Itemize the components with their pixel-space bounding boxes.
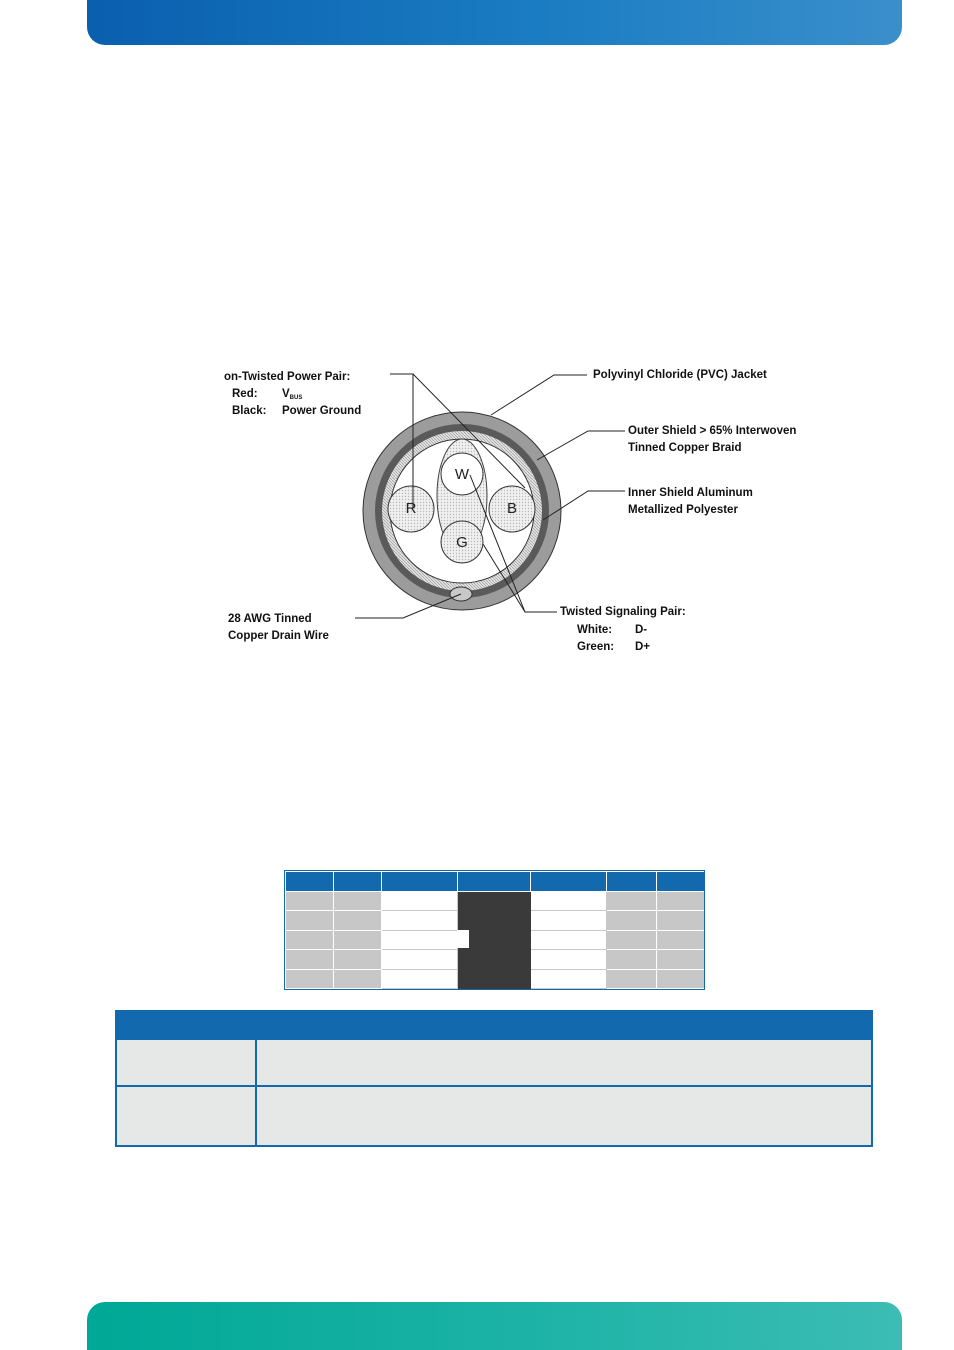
grid-header-cell [531, 872, 607, 892]
info-table-cell [256, 1086, 872, 1146]
conductor-b-letter: B [506, 500, 517, 517]
color-grid-row [286, 969, 705, 988]
grid-cell [334, 950, 382, 969]
white-label: White: [577, 624, 613, 636]
grid-cell [657, 950, 705, 969]
color-grid-header-row [286, 872, 705, 892]
info-table-cell [116, 1086, 256, 1146]
grid-cell [286, 969, 334, 988]
inner-shield-label-line2: Metallized Polyester [628, 504, 738, 516]
grid-header-cell [657, 872, 705, 892]
grid-cell [607, 950, 657, 969]
grid-cell [334, 969, 382, 988]
green-value: D+ [635, 641, 651, 653]
conductor-r-letter: R [405, 500, 417, 517]
grid-cell [334, 930, 382, 949]
grid-header-cell [334, 872, 382, 892]
conductor-g-letter: G [456, 534, 468, 551]
info-table-header-cell [116, 1011, 256, 1039]
header-bar [87, 0, 902, 45]
grid-cell [286, 950, 334, 969]
white-value: D- [635, 624, 648, 636]
grid-cell [334, 892, 382, 911]
grid-cell [286, 930, 334, 949]
grid-cell-dark [458, 892, 531, 911]
grid-cell [531, 892, 607, 911]
grid-cell [531, 969, 607, 988]
drain-wire-label-line2: Copper Drain Wire [228, 630, 329, 642]
info-table-cell [116, 1039, 256, 1086]
grid-cell [657, 892, 705, 911]
grid-cell-dark [458, 969, 531, 988]
drain-wire-label-line1: 28 AWG Tinned [228, 613, 312, 625]
grid-cell [382, 911, 458, 930]
grid-cell [382, 892, 458, 911]
usb-cable-cross-section-diagram [215, 360, 835, 660]
grid-cell-dark [458, 950, 531, 969]
info-table-cell [256, 1039, 872, 1086]
grid-cell [531, 950, 607, 969]
grid-cell [382, 969, 458, 988]
grid-cell [382, 950, 458, 969]
green-label: Green: [577, 641, 615, 653]
grid-cell [607, 930, 657, 949]
outer-shield-label-line2: Tinned Copper Braid [628, 442, 742, 454]
grid-cell [382, 930, 458, 949]
grid-cell [531, 911, 607, 930]
grid-header-cell [607, 872, 657, 892]
grid-header-cell [286, 872, 334, 892]
grid-notch [457, 930, 469, 948]
power-pair-title: on-Twisted Power Pair: [224, 371, 351, 383]
grid-cell [607, 969, 657, 988]
grid-cell [286, 911, 334, 930]
grid-cell [657, 930, 705, 949]
color-grid-row [286, 911, 705, 930]
grid-cell [607, 911, 657, 930]
red-value: $V_{BUS}$ [282, 388, 303, 401]
grid-cell [531, 930, 607, 949]
info-table-header-row [116, 1011, 872, 1039]
color-grid-row [286, 892, 705, 911]
footer-bar [87, 1302, 902, 1350]
grid-cell [607, 892, 657, 911]
info-table-row [116, 1039, 872, 1086]
grid-header-cell [458, 872, 531, 892]
black-value: Power Ground [282, 405, 362, 417]
red-label: Red: [232, 388, 258, 400]
outer-shield-label-line1: Outer Shield > 65% Interwoven [628, 425, 797, 437]
black-label: Black: [232, 405, 267, 417]
grid-cell [334, 911, 382, 930]
inner-shield-label-line1: Inner Shield Aluminum [628, 487, 753, 499]
grid-cell-dark [458, 911, 531, 930]
info-table [115, 1010, 873, 1147]
grid-header-cell [382, 872, 458, 892]
jacket-label: Polyvinyl Chloride (PVC) Jacket [593, 369, 767, 381]
color-grid-row [286, 930, 705, 949]
color-grid-table [285, 871, 705, 989]
conductor-w-letter: W [454, 466, 470, 483]
info-table-row [116, 1086, 872, 1146]
signal-pair-title: Twisted Signaling Pair: [560, 606, 686, 618]
grid-cell [657, 969, 705, 988]
info-table-header-cell [256, 1011, 872, 1039]
grid-cell [286, 892, 334, 911]
color-grid-row [286, 950, 705, 969]
grid-cell [657, 911, 705, 930]
